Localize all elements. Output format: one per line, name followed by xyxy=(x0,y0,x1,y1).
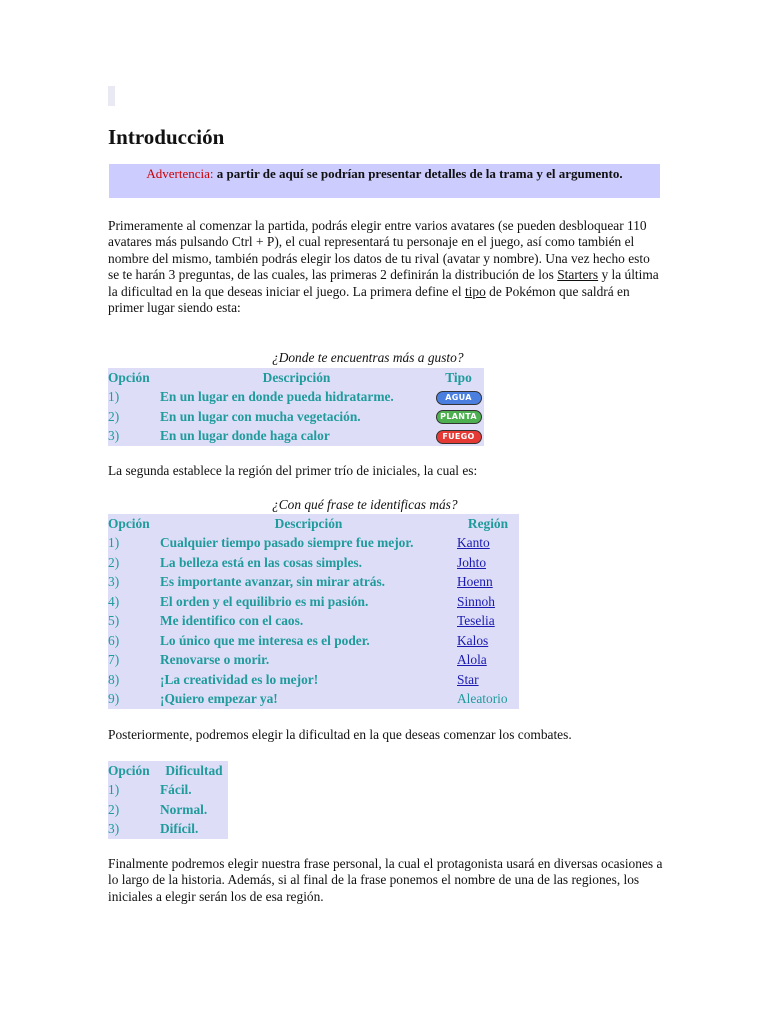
table-row xyxy=(108,631,519,651)
intro-text-3: de Pokémon que saldrá en primer lugar siendo esta: xyxy=(108,283,630,316)
table1-caption: ¿Donde te encuentras más a gusto? xyxy=(272,350,464,365)
table-row xyxy=(108,819,228,839)
difficulty-level: Difícil. xyxy=(160,821,199,836)
option-number: 1) xyxy=(108,389,120,404)
region-link[interactable]: Star xyxy=(457,671,479,687)
option-number: 7) xyxy=(108,652,120,667)
table-row xyxy=(108,533,519,553)
spoiler-warning xyxy=(109,164,660,198)
intro-text-2: y la última la dificultad en la que deseas iniciar el juego. La primera define el xyxy=(108,267,659,299)
table1-header-option: Opción xyxy=(108,370,150,385)
difficulty-level: Fácil. xyxy=(160,782,192,797)
type-badge-icon: FUEGO xyxy=(436,430,482,444)
table2-header-option: Opción xyxy=(108,516,150,531)
intro-paragraph xyxy=(108,218,663,316)
warning-text: a partir de aquí se podrían presentar detalles de la trama y el argumento. xyxy=(213,166,623,181)
type-cell xyxy=(433,387,484,407)
region-link[interactable]: Johto xyxy=(457,554,487,570)
table-row xyxy=(108,650,519,670)
option-description: Me identifico con el caos. xyxy=(160,613,304,628)
page-marker xyxy=(108,86,115,106)
option-number: 1) xyxy=(108,782,120,797)
type-cell xyxy=(433,407,484,427)
region-link[interactable]: Kalos xyxy=(457,632,489,648)
table2-header-description: Descripción xyxy=(274,516,343,531)
type-cell xyxy=(433,426,484,446)
type-badge-icon: AGUA xyxy=(436,391,482,405)
region-cell xyxy=(457,650,519,670)
table-row xyxy=(108,387,484,407)
region-cell xyxy=(457,553,519,573)
table-row xyxy=(108,800,228,820)
table1-header-type: Tipo xyxy=(445,370,472,385)
tipo-link[interactable]: tipo xyxy=(464,283,486,299)
option-description: En un lugar donde haga calor xyxy=(160,428,330,443)
option-description: En un lugar en donde pueda hidratarme. xyxy=(160,389,394,404)
table-row xyxy=(108,553,519,573)
option-description: En un lugar con mucha vegetación. xyxy=(160,408,361,424)
type-question-table xyxy=(108,368,484,446)
table-row xyxy=(108,426,484,446)
table-row xyxy=(108,689,519,709)
region-cell xyxy=(457,533,519,553)
option-description: Lo único que me interesa es el poder. xyxy=(160,632,370,648)
option-description: La belleza está en las cosas simples. xyxy=(160,554,362,570)
option-number: 3) xyxy=(108,428,120,443)
region-cell xyxy=(457,611,519,631)
option-description: ¡La creatividad es lo mejor! xyxy=(160,671,319,687)
region-link[interactable]: Kanto xyxy=(457,535,490,550)
region-cell xyxy=(457,572,519,592)
page-title: Introducción xyxy=(108,125,225,149)
region-link[interactable]: Teselia xyxy=(457,613,495,628)
starters-link[interactable]: Starters xyxy=(557,267,599,283)
option-number: 6) xyxy=(108,632,120,648)
option-number: 2) xyxy=(108,554,120,570)
table3-header-difficulty: Dificultad xyxy=(165,763,223,778)
region-link[interactable]: Hoenn xyxy=(457,574,493,589)
region-question-table xyxy=(108,514,519,709)
difficulty-level: Normal. xyxy=(160,801,208,817)
option-description: Renovarse o morir. xyxy=(160,652,270,667)
table-row xyxy=(108,407,484,427)
option-number: 2) xyxy=(108,801,120,817)
option-number: 1) xyxy=(108,535,120,550)
region-link[interactable]: Alola xyxy=(457,652,487,667)
table2-caption: ¿Con qué frase te identificas más? xyxy=(272,497,458,512)
option-number: 5) xyxy=(108,613,120,628)
table-row xyxy=(108,611,519,631)
final-paragraph: Finalmente podremos elegir nuestra frase personal, la cual el protagonista usará en diversas ocasiones a lo largo de la historia. Además, si al final de la frase ponemos el nombre de una de las regiones, los iniciales a elegir serán los de esa región. xyxy=(108,856,663,904)
type-badge-icon: PLANTA xyxy=(436,410,482,424)
option-number: 3) xyxy=(108,574,120,589)
option-number: 2) xyxy=(108,408,120,424)
table2-header-region: Región xyxy=(467,516,509,531)
option-number: 9) xyxy=(108,691,120,706)
table-row xyxy=(108,670,519,690)
option-number: 3) xyxy=(108,821,120,836)
region-link[interactable]: Sinnoh xyxy=(457,593,495,609)
difficulty-paragraph: Posteriormente, podremos elegir la dificultad en la que deseas comenzar los combates. xyxy=(108,727,572,742)
region-cell xyxy=(457,670,519,690)
table-row xyxy=(108,780,228,800)
region-cell: Aleatorio xyxy=(457,691,508,706)
table3-header-option: Opción xyxy=(108,763,150,778)
option-description: ¡Quiero empezar ya! xyxy=(160,691,278,706)
region-cell xyxy=(457,631,519,651)
option-description: El orden y el equilibrio es mi pasión. xyxy=(160,593,369,609)
region-cell xyxy=(457,592,519,612)
difficulty-table xyxy=(108,761,228,839)
table-row xyxy=(108,592,519,612)
option-number: 4) xyxy=(108,593,120,609)
option-description: Cualquier tiempo pasado siempre fue mejor. xyxy=(160,535,414,550)
table1-header-description: Descripción xyxy=(262,370,331,385)
intro-text-1: Primeramente al comenzar la partida, podrás elegir entre varios avatares (se pueden desbloquear 110 avatares más pulsando Ctrl + P), el cual representará tu personaje en el juego, así como también el nombre del mismo, también podrás elegir los datos de tu rival (avatar y nombre). Una vez hecho esto se te harán 3 preguntas, de las cuales, las primeras 2 definirán la distribución de los xyxy=(108,218,650,283)
option-number: 8) xyxy=(108,671,120,687)
second-question-paragraph: La segunda establece la región del primer trío de iniciales, la cual es: xyxy=(108,463,478,478)
warning-label: Advertencia: xyxy=(146,166,214,181)
table-row xyxy=(108,572,519,592)
option-description: Es importante avanzar, sin mirar atrás. xyxy=(160,574,386,589)
